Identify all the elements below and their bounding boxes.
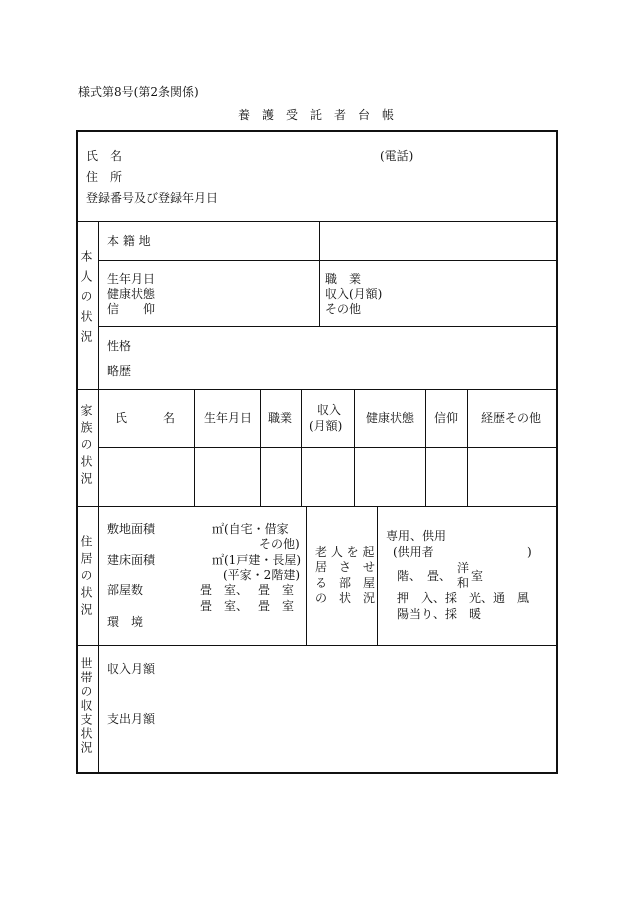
site-area-unit2: その他) <box>259 537 300 551</box>
room-suffix: 室 <box>471 569 484 583</box>
divider-self <box>76 389 558 390</box>
features-line-2: 陽当り、採 暖 <box>397 607 482 621</box>
address-label: 住 所 <box>86 170 123 184</box>
family-col-4 <box>354 389 355 507</box>
environment-label: 環 境 <box>107 615 144 629</box>
self-side-label: 本人の状況 <box>79 250 93 350</box>
floor-area-label: 建床面積 <box>107 553 156 567</box>
divider-family <box>76 506 558 507</box>
family-col-3 <box>301 389 302 507</box>
family-col-6 <box>467 389 468 507</box>
family-col-5 <box>425 389 426 507</box>
birthdate-label: 生年月日 <box>107 272 156 286</box>
shared-label: (供用者 <box>393 545 434 559</box>
family-col-name: 氏 名 <box>115 411 176 425</box>
family-col-2 <box>260 389 261 507</box>
divider-basic <box>76 221 558 222</box>
name-label: 氏 名 <box>86 149 123 163</box>
personality-label: 性格 <box>107 339 132 353</box>
family-col-history: 経歴その他 <box>481 411 542 425</box>
family-col-faith: 信仰 <box>434 411 459 425</box>
floor-area-unit: ㎡(1戸建・長屋) <box>212 553 301 567</box>
faith-label: 信 仰 <box>107 302 156 316</box>
elder-room-label-1: 老 人 を 起 <box>315 545 375 559</box>
divider-residence <box>76 645 558 646</box>
rooms-label: 部屋数 <box>107 583 144 597</box>
residence-col-2 <box>377 506 378 646</box>
shared-close: ) <box>527 545 532 559</box>
health-label: 健康状態 <box>107 287 156 301</box>
elder-room-label-2: 居 さ せ <box>315 560 376 574</box>
self-row-line-1 <box>98 260 557 261</box>
frame-top <box>76 130 558 132</box>
family-col-occupation: 職業 <box>268 411 293 425</box>
usage-label: 専用、供用 <box>386 529 447 543</box>
self-col-line <box>319 221 320 327</box>
elder-room-label-4: の 状 況 <box>315 591 376 605</box>
residence-side-label: 住居の状況 <box>79 535 93 620</box>
income-label: 収入(月額) <box>325 287 383 301</box>
family-col-income-sub: (月額) <box>309 419 343 433</box>
floor-area-unit2: (平家・2階建) <box>223 568 300 582</box>
self-row-line-2 <box>98 326 557 327</box>
side-column-line <box>98 221 99 773</box>
family-col-birthdate: 生年月日 <box>204 411 253 425</box>
rooms-row2-b: 畳 室 <box>258 599 295 613</box>
residence-col-1 <box>306 506 307 646</box>
rooms-row2-a: 畳 室、 <box>200 599 249 613</box>
other-label: その他 <box>325 302 362 316</box>
form-number: 様式第8号(第2条関係) <box>78 85 199 99</box>
domicile-label: 本 籍 地 <box>107 234 151 248</box>
income-monthly-label: 収入月額 <box>107 662 156 676</box>
rooms-row1-a: 畳 室、 <box>200 583 249 597</box>
phone-label: (電話) <box>380 149 414 163</box>
family-col-health: 健康状態 <box>366 411 415 425</box>
page-title: 養 護 受 託 者 台 帳 <box>238 108 395 122</box>
finance-side-label: 世帯の収支状況 <box>79 657 93 755</box>
elder-room-label-3: る 部 屋 <box>315 576 376 590</box>
family-col-1 <box>194 389 195 507</box>
occupation-label: 職 業 <box>325 272 362 286</box>
family-header-line <box>98 447 557 448</box>
room-type-western: 洋 <box>457 561 470 575</box>
family-side-label: 家族の状況 <box>79 404 93 489</box>
frame-left <box>76 130 78 774</box>
expense-monthly-label: 支出月額 <box>107 712 156 726</box>
room-type-japanese: 和 <box>457 576 470 590</box>
history-label: 略歴 <box>107 364 132 378</box>
site-area-unit: ㎡(自宅・借家 <box>212 522 289 536</box>
site-area-label: 敷地面積 <box>107 522 156 536</box>
family-col-income: 収入 <box>317 403 342 417</box>
frame-right <box>556 130 558 774</box>
frame-bottom <box>76 772 558 774</box>
features-line-1: 押 入、採 光、通 風 <box>397 591 530 605</box>
rooms-row1-b: 畳 室 <box>258 583 295 597</box>
floor-label: 階、 畳、 <box>397 569 452 583</box>
registration-label: 登録番号及び登録年月日 <box>86 191 219 205</box>
